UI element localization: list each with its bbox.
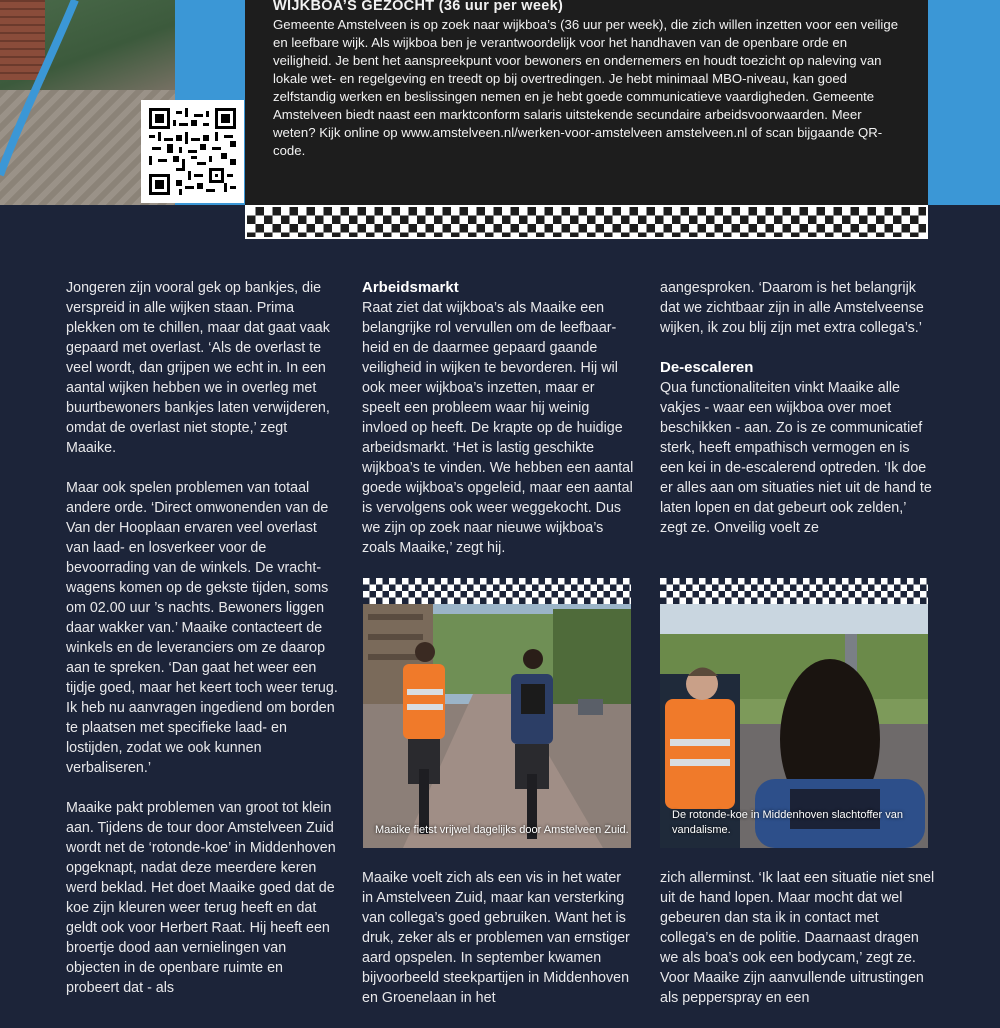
qr-code[interactable]	[141, 100, 244, 203]
paragraph: Maar ook spelen problemen van totaal andere orde. ‘Direct omwonenden van de Van der Hooplaan ervaren veel overlast van laad- en losverkeer voor de bevoorrading van de winkels. De vrachtwagens komen op de gekste tijden, soms om 02.00 uur ’s nachts. Bewoners liggen daar wakker van.’ Maaike contacteert de winkels en de leveranciers om ze daarop aan te spreken. ‘Dan gaat het weer een tijdje goed, maar het keert toch weer terug. Ik heb nu aanvragen ingediend om borden te plaatsen met specifieke laad- en lostijden, zodat we ook kunnen verbaliseren.’	[66, 480, 338, 776]
photo-caption: De rotonde-koe in Middenhoven slachtoffer van vandalisme.	[672, 809, 903, 836]
article-column-3-bottom	[660, 868, 935, 1028]
section-heading-arbeidsmarkt: Arbeidsmarkt	[362, 279, 459, 296]
paragraph: Jongeren zijn vooral gek op bankjes, die verspreid in alle wijken staan. Prima plekken om te chillen, maar dat gaat vaak gepaard met overlast. ‘Als de overlast te veel wordt, dan grijpen we echt in. In een aantal wijken hebben we in overleg met buurtbewoners bankjes laten verwijderen, omdat de overlast niet stopte,’ zegt Maaike.	[66, 280, 330, 456]
photo-caption: Maaike fietst vrijwel dagelijks door Amstelveen Zuid.	[375, 824, 629, 836]
photo-rotonde-koe	[660, 578, 928, 848]
photo-cyclists	[363, 578, 631, 848]
paragraph: aangesproken. ‘Daarom is het belangrijk dat we zichtbaar zijn in alle Amstelveense wijken, ik zou blij zijn met extra collega’s.’	[660, 280, 924, 336]
paragraph: Raat ziet dat wijkboa’s als Maaike een belangrijke rol vervullen om de leefbaarheid en de daarmee gepaard gaande veiligheid in wijken te bevorderen. Hij wil ook meer wijkboa’s inzetten, maar er speelt een probleem waar hij weinig invloed op heeft. De krapte op de huidige arbeidsmarkt. ‘Het is lastig geschikte wijkboa’s te vinden. We hebben een aantal goede wijkboa’s opgeleid, maar een aantal is vervolgens ook weer weggekocht. Dus we zijn op zoek naar nieuwe wijkboa’s zoals Maaike,’ zegt hij.	[362, 300, 634, 556]
paragraph: Maaike voelt zich als een vis in het water in Amstelveen Zuid, maar kan versterking van collega’s goed gebruiken. Want het is druk, zeker als er problemen van ernstiger aard opspelen. In september kwamen bijvoorbeeld steekpartijen in Middenhoven en Groenelaan in het	[362, 870, 630, 1006]
article-column-3	[660, 278, 935, 558]
section-heading-de-escaleren: De-escaleren	[660, 359, 754, 376]
article-column-1	[66, 278, 338, 1018]
article-column-2-bottom	[362, 868, 634, 1028]
ad-body: Gemeente Amstelveen is op zoek naar wijkboa’s (36 uur per week), die zich willen inzetten voor een veilige en leefbare wijk. Als wijkboa ben je verantwoordelijk voor het handhaven van de openbare orde en veiligheid. Je bent het aanspreekpunt voor bewoners en ondernemers en houdt toezicht op naleving van lokale wet- en regelgeving en treedt op bij overtredingen. Je hebt minimaal MBO-niveau, kan goed zelfstandig werken en beslissingen nemen en je hebt goede communicatieve vaardigheden. Gemeente Amstelveen biedt naast een marktconform salaris uitstekende secundaire arbeidsvoorwaarden. Meer weten? Kijk online op www.amstelveen.nl/werken-voor-amstelveen amstelveen.nl of scan bijgaande QR-code.	[273, 17, 899, 158]
article-column-2	[362, 278, 634, 578]
paragraph: zich allerminst. ‘Ik laat een situatie niet snel uit de hand lopen. Maar mocht dat wel gebeuren dan sta ik in contact met collega’s en de politie. Daarnaast dragen we als boa’s ook een bodycam,’ zegt ze. Voor Maaike zijn aanvullende uitrustingen als pepperspray en een	[660, 870, 935, 1006]
paragraph: Qua functionaliteiten vinkt Maaike alle vakjes - waar een wijkboa over moet beschikken - aan. Zo is ze communicatief sterk, heeft empathisch vermogen en is een kei in de-escalerend optreden. ‘Ik doe er alles aan om situaties niet uit de hand te laten lopen en dat gebeurt ook zelden,’ zegt ze. Onveilig voelt ze	[660, 380, 932, 536]
paragraph: Maaike pakt problemen van groot tot klein aan. Tijdens de tour door Amstelveen Zuid wordt net de ‘rotonde-koe’ in Middenhoven opgeknapt, nadat deze meerdere keren werd beklad. Het doet Maaike goed dat de koe zijn kleuren weer terug heeft en dat geldt ook voor Herbert Raat. Hij heeft een broertje dood aan vernielingen van objecten in de openbare ruimte en probeert dat - als	[66, 800, 336, 996]
ad-title: WIJKBOA’S GEZOCHT (36 uur per week)	[273, 0, 564, 14]
job-ad	[245, 0, 928, 205]
checker-border	[245, 205, 928, 239]
